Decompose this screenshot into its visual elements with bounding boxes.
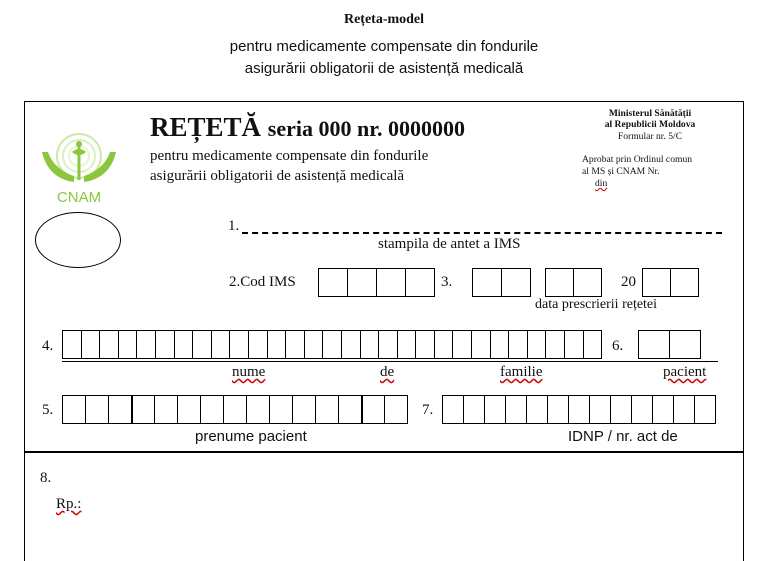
char-box[interactable] [501, 268, 531, 297]
char-box[interactable] [573, 268, 602, 297]
form-title-series: seria 000 nr. 0000000 [267, 116, 465, 141]
cnam-logo-icon [36, 122, 122, 208]
formular-number: Formular nr. 5/C [617, 131, 683, 142]
char-box[interactable] [452, 330, 472, 359]
char-box[interactable] [638, 330, 670, 359]
char-box[interactable] [376, 268, 406, 297]
char-box[interactable] [269, 395, 293, 424]
char-box[interactable] [155, 330, 175, 359]
char-box[interactable] [384, 395, 408, 424]
char-box[interactable] [673, 395, 695, 424]
char-box[interactable] [527, 330, 547, 359]
approval-line-1: Aprobat prin Ordinul comun [582, 154, 693, 165]
char-box[interactable] [200, 395, 224, 424]
char-box[interactable] [434, 330, 454, 359]
char-box[interactable] [547, 395, 569, 424]
document-subheading-2: asigurării obligatorii de asistență medicală [244, 60, 524, 77]
nume-underline [62, 361, 718, 362]
field-5-number: 5. [42, 402, 54, 418]
char-box[interactable] [318, 268, 348, 297]
ministry-name [565, 108, 735, 130]
year-prefix: 20 [621, 274, 636, 290]
char-box[interactable] [192, 330, 212, 359]
char-box[interactable] [472, 268, 502, 297]
char-box[interactable] [62, 330, 82, 359]
char-box[interactable] [564, 330, 584, 359]
char-box[interactable] [583, 330, 603, 359]
date-day-boxes[interactable] [472, 268, 531, 297]
char-box[interactable] [99, 330, 119, 359]
char-box[interactable] [471, 330, 491, 359]
form-subtitle-1: pentru medicamente compensate din fondurile [150, 148, 429, 164]
idnp-boxes[interactable] [442, 395, 716, 424]
char-box[interactable] [267, 330, 287, 359]
prenume-boxes[interactable] [62, 395, 408, 424]
char-box[interactable] [361, 395, 385, 424]
field-6-boxes[interactable] [638, 330, 701, 359]
char-box[interactable] [285, 330, 305, 359]
char-box[interactable] [246, 395, 270, 424]
char-box[interactable] [174, 330, 194, 359]
char-box[interactable] [85, 395, 109, 424]
char-box[interactable] [347, 268, 377, 297]
label-nume: nume [232, 364, 266, 380]
stamp-oval [35, 212, 121, 268]
char-box[interactable] [177, 395, 201, 424]
idnp-label: IDNP / nr. act de [568, 428, 678, 445]
char-box[interactable] [62, 395, 86, 424]
document-heading: Rețeta-model [343, 12, 425, 27]
date-month-boxes[interactable] [545, 268, 602, 297]
label-familie: familie [500, 364, 543, 380]
field-6-number: 6. [612, 338, 624, 354]
char-box[interactable] [229, 330, 249, 359]
stamp-line-field[interactable] [242, 232, 722, 234]
char-box[interactable] [568, 395, 590, 424]
char-box[interactable] [442, 395, 464, 424]
char-box[interactable] [378, 330, 398, 359]
ministry-line-2: al Republicii Moldova [604, 119, 696, 130]
char-box[interactable] [545, 268, 574, 297]
char-box[interactable] [211, 330, 231, 359]
char-box[interactable] [526, 395, 548, 424]
char-box[interactable] [670, 268, 699, 297]
form-title-main: REȚETĂ [150, 112, 262, 142]
char-box[interactable] [315, 395, 339, 424]
char-box[interactable] [694, 395, 716, 424]
char-box[interactable] [131, 395, 155, 424]
nume-boxes[interactable] [62, 330, 602, 359]
label-pacient: pacient [663, 364, 707, 380]
char-box[interactable] [118, 330, 138, 359]
char-box[interactable] [545, 330, 565, 359]
stamp-label: stampila de antet a IMS [378, 236, 521, 252]
logo-text: CNAM [56, 189, 102, 206]
field-4-number: 4. [42, 338, 54, 354]
char-box[interactable] [338, 395, 362, 424]
char-box[interactable] [642, 268, 671, 297]
form-title [150, 112, 465, 143]
char-box[interactable] [484, 395, 506, 424]
cod-ims-boxes[interactable] [318, 268, 435, 297]
approval-line-3: din [595, 178, 608, 189]
char-box[interactable] [589, 395, 611, 424]
char-box[interactable] [248, 330, 268, 359]
char-box[interactable] [154, 395, 178, 424]
char-box[interactable] [508, 330, 528, 359]
cod-ims-label: 2.Cod IMS [229, 274, 296, 290]
field-7-number: 7. [422, 402, 434, 418]
char-box[interactable] [631, 395, 653, 424]
char-box[interactable] [610, 395, 632, 424]
char-box[interactable] [490, 330, 510, 359]
field-3-number: 3. [441, 274, 453, 290]
char-box[interactable] [505, 395, 527, 424]
char-box[interactable] [405, 268, 435, 297]
date-label: data prescrierii rețetei [535, 297, 658, 312]
char-box[interactable] [463, 395, 485, 424]
char-box[interactable] [669, 330, 701, 359]
char-box[interactable] [304, 330, 324, 359]
char-box[interactable] [292, 395, 316, 424]
ministry-line-1: Ministerul Sănătății [608, 108, 692, 119]
char-box[interactable] [360, 330, 380, 359]
char-box[interactable] [341, 330, 361, 359]
rp-label: Rp.: [56, 496, 82, 512]
char-box[interactable] [652, 395, 674, 424]
char-box[interactable] [415, 330, 435, 359]
char-box[interactable] [223, 395, 247, 424]
char-box[interactable] [397, 330, 417, 359]
date-year-boxes[interactable] [642, 268, 699, 297]
char-box[interactable] [136, 330, 156, 359]
field-1-number: 1. [228, 218, 240, 234]
prenume-label: prenume pacient [195, 428, 307, 445]
field-8-number: 8. [40, 470, 52, 486]
char-box[interactable] [108, 395, 132, 424]
label-de: de [380, 364, 395, 380]
document-subheading-1: pentru medicamente compensate din fondurile [229, 38, 539, 55]
char-box[interactable] [81, 330, 101, 359]
section-divider [24, 451, 744, 453]
char-box[interactable] [322, 330, 342, 359]
approval-line-2: al MS și CNAM Nr. [582, 166, 660, 177]
form-subtitle-2: asigurării obligatorii de asistență medicală [150, 168, 405, 184]
